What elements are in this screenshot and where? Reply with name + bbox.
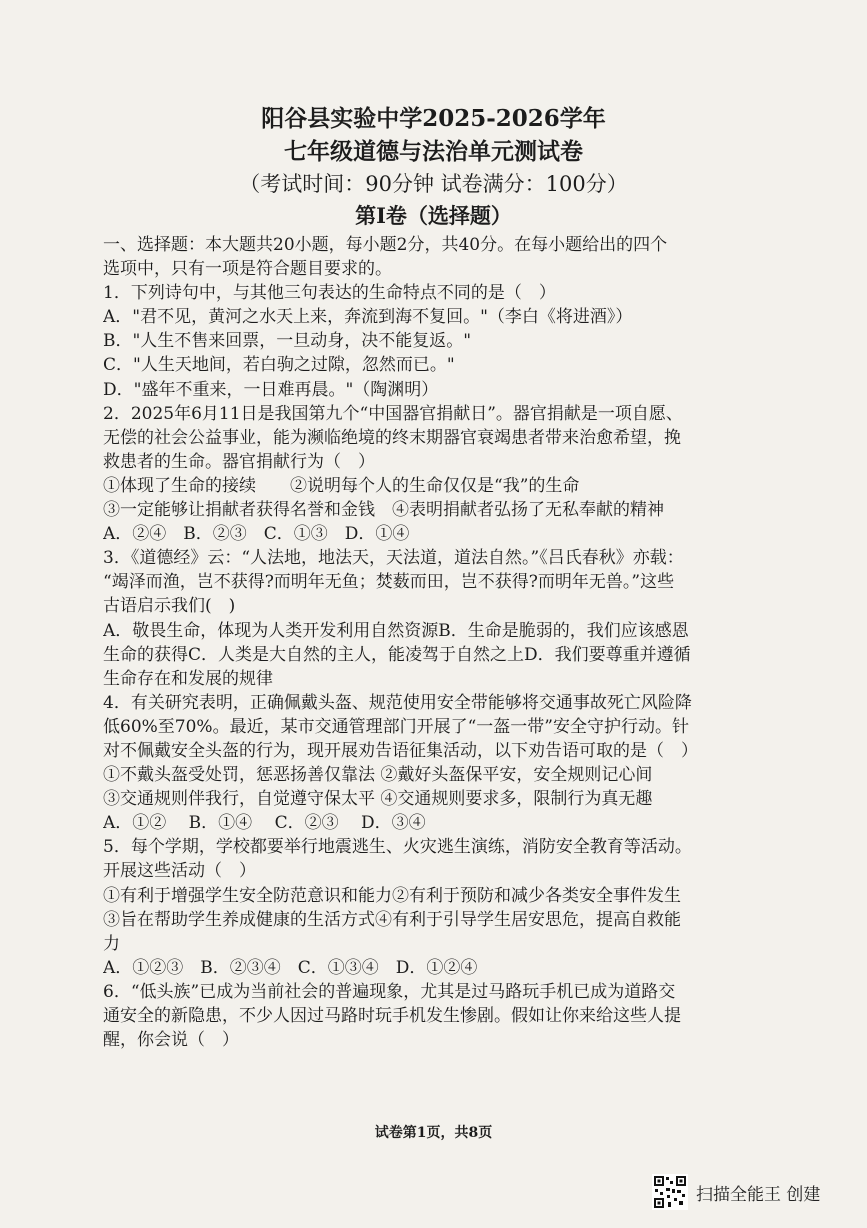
text-line: 无偿的社会公益事业，能为濒临绝境的终末期器官衰竭患者带来治愈希望，挽: [103, 427, 681, 448]
text-line: 低60%至70%。最近，某市交通管理部门开展了“一盔一带”安全守护行动。针: [103, 716, 689, 737]
exam-info: （考试时间：90分钟 试卷满分：100分）: [239, 172, 628, 196]
text-line: 2．2025年6月11日是我国第九个“中国器官捐献日”。器官捐献是一项自愿、: [103, 403, 683, 424]
question-body: [103, 233, 743, 1052]
text-line: ①不戴头盔受处罚，惩恶扬善仅靠法 ②戴好头盔保平安，安全规则记心间: [103, 765, 653, 786]
text-line: 1．下列诗句中，与其他三句表达的生命特点不同的是（ ）: [103, 283, 556, 304]
qr-code-icon: [652, 1174, 688, 1210]
exam-title: 七年级道德与法治单元测试卷: [284, 138, 583, 165]
text-line: 选项中，只有一项是符合题目要求的。: [103, 259, 392, 280]
text-line: 生命的获得C．人类是大自然的主人，能凌驾于自然之上D．我们要尊重并遵循: [103, 644, 691, 665]
text-line: 古语启示我们( ): [103, 596, 236, 617]
text-line: 3．《道德经》云：“人法地，地法天，天法道，道法自然。”《吕氏春秋》亦载：: [103, 548, 684, 569]
section-title: 第Ⅰ卷（选择题）: [355, 203, 512, 228]
text-line: “竭泽而渔，岂不获得?而明年无鱼；焚薮而田，岂不获得?而明年无兽。”这些: [103, 572, 675, 593]
text-line: 力: [103, 933, 120, 954]
scanner-watermark: [652, 1172, 820, 1212]
text-line: ③交通规则伴我行，自觉遵守保太平 ④交通规则要求多，限制行为真无趣: [103, 789, 653, 810]
page-number: 试卷第1页，共8页: [374, 1125, 493, 1141]
text-line: 一、选择题：本大题共20小题，每小题2分，共40分。在每小题给出的四个: [103, 235, 668, 255]
text-line: A．"君不见，黄河之水天上来，奔流到海不复回。"（李白《将进酒》）: [103, 307, 633, 328]
text-line: C．"人生天地间，若白驹之过隙，忽然而已。": [103, 355, 455, 376]
text-line: D．"盛年不重来，一日难再晨。"（陶渊明）: [103, 379, 439, 400]
school-title: 阳谷县实验中学2025-2026学年: [261, 105, 606, 132]
text-line: A．敬畏生命，体现为人类开发利用自然资源B．生命是脆弱的，我们应该感恩: [103, 620, 689, 641]
text-line: B．"人生不售来回票，一旦动身，决不能复返。": [103, 331, 472, 352]
text-line: A．①② B．①④ C．②③ D．③④: [103, 813, 426, 834]
text-line: 开展这些活动（ ）: [103, 861, 256, 882]
text-line: 通安全的新隐患，不少人因过马路时玩手机发生惨剧。假如让你来给这些人提: [103, 1006, 681, 1026]
text-line: ①有利于增强学生安全防范意识和能力②有利于预防和减少各类安全事件发生: [103, 885, 681, 906]
scanner-label: 扫描全能王 创建: [696, 1184, 821, 1205]
text-line: 醒，你会说（ ）: [103, 1030, 239, 1051]
text-line: 6．“低头族”已成为当前社会的普遍现象，尤其是过马路玩手机已成为道路交: [103, 981, 676, 1002]
text-line: 救患者的生命。器官捐献行为（ ）: [103, 451, 375, 472]
text-line: 生命存在和发展的规律: [103, 668, 273, 689]
text-line: 5．每个学期，学校都要举行地震逃生、火灾逃生演练，消防安全教育等活动。: [103, 837, 692, 858]
text-line: ③旨在帮助学生养成健康的生活方式④有利于引导学生居安思危，提高自救能: [103, 909, 681, 930]
text-line: ③一定能够让捐献者获得名誉和金钱 ④表明捐献者弘扬了无私奉献的精神: [103, 500, 664, 521]
text-line: 对不佩戴安全头盔的行为，现开展劝告语征集活动，以下劝告语可取的是（ ）: [103, 740, 698, 761]
text-line: ①体现了生命的接续 ②说明每个人的生命仅仅是“我”的生命: [103, 475, 580, 496]
text-line: 4．有关研究表明，正确佩戴头盔、规范使用安全带能够将交通事故死亡风险降: [103, 692, 692, 713]
text-line: A．①②③ B．②③④ C．①③④ D．①②④: [103, 957, 478, 978]
text-line: A．②④ B．②③ C．①③ D．①④: [103, 524, 410, 545]
